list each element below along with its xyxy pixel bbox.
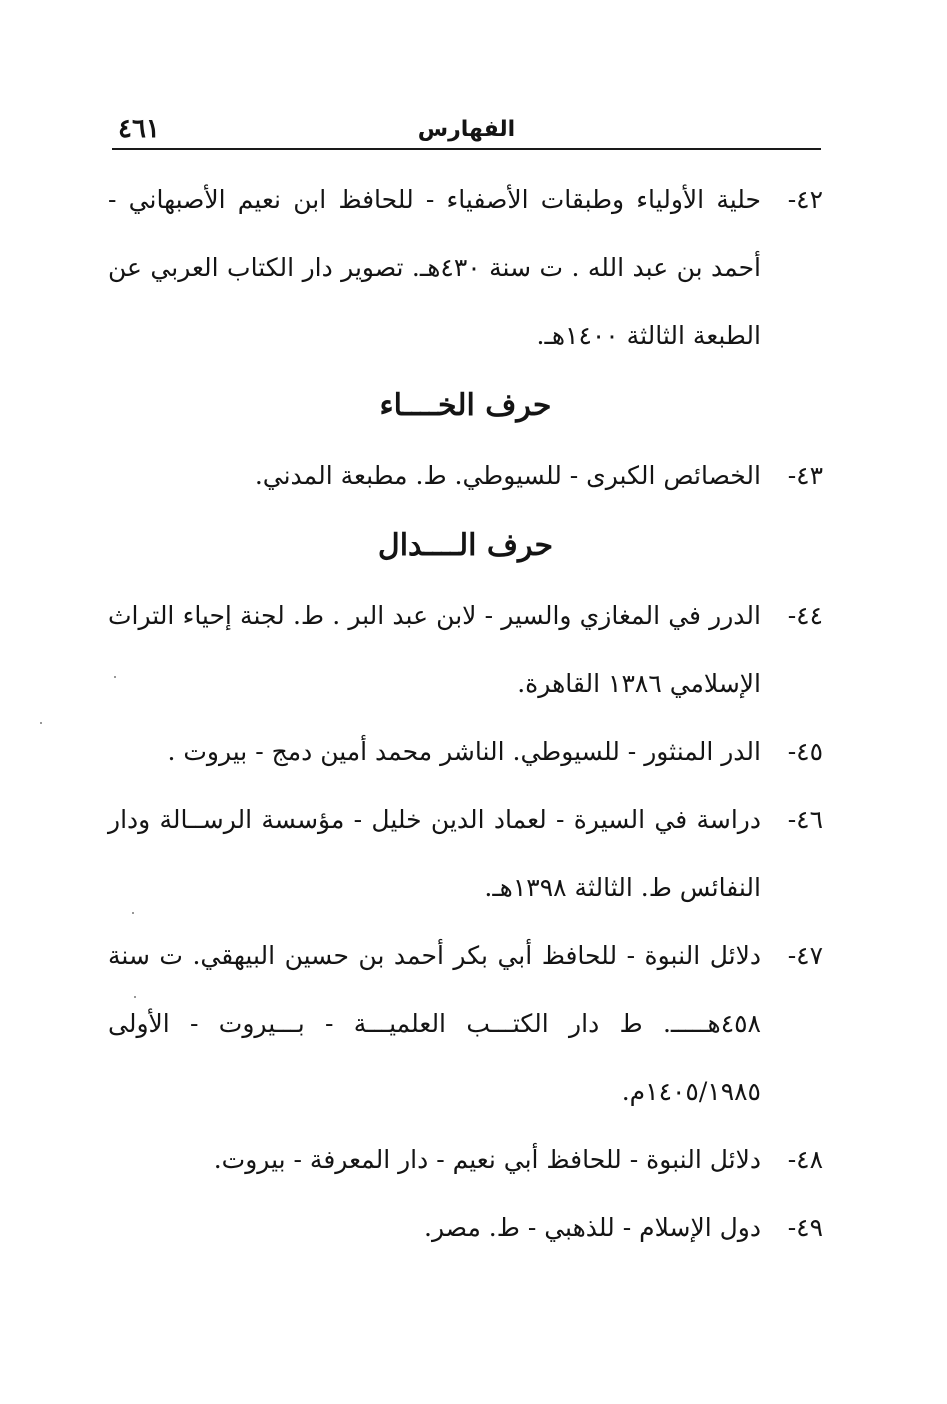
entry-number: ٤٨- <box>787 1145 823 1174</box>
scan-speck <box>114 676 116 678</box>
bibliography-entry-42 <box>108 166 823 370</box>
entry-text: الدر المنثور - للسيوطي. الناشر محمد أمين دمج - بيروت . <box>167 737 761 766</box>
entry-text: دول الإسلام - للذهبي - ط. مصر. <box>424 1213 761 1242</box>
scan-speck <box>132 912 134 914</box>
entry-text: حلية الأولياء وطبقات الأصفياء - للحافظ ابن نعيم الأصبهاني - أحمد بن عبد الله . ت سنة ٤٣٠هـ. تصوير دار الكتاب العربي عن الطبعة الثالثة ١٤٠٠هـ. <box>108 185 762 350</box>
entry-text: دلائل النبوة - للحافظ أبي نعيم - دار المعرفة - بيروت. <box>213 1145 761 1174</box>
bibliography-entry-48 <box>108 1126 823 1194</box>
scan-speck <box>40 722 42 724</box>
entry-number: ٤٩- <box>787 1213 823 1242</box>
entry-number: ٤٧- <box>787 941 823 970</box>
entry-number: ٤٥- <box>787 737 823 766</box>
page-header <box>112 114 821 150</box>
bibliography-entry-47 <box>108 922 823 1126</box>
entry-text: دلائل النبوة - للحافظ أبي بكر أحمد بن حسين البيهقي. ت سنة ٤٥٨هـــــ. ط دار الكتـــب العلميـــة - بـــيروت - الأولى ١٤٠٥/١٩٨٥م. <box>108 941 761 1106</box>
section-heading-khaa: حرف الخــــاء <box>379 388 552 423</box>
bibliography-entry-45 <box>108 718 823 786</box>
page-number: ٤٦١ <box>118 114 160 144</box>
entry-number: ٤٢- <box>787 185 823 214</box>
entry-text: الدرر في المغازي والسير - لابن عبد البر . ط. لجنة إحياء التراث الإسلامي ١٣٨٦ القاهرة. <box>108 601 761 698</box>
entry-number: ٤٣- <box>787 461 823 490</box>
section-heading-dal: حرف الــــدال <box>377 528 554 563</box>
bibliography-entry-46 <box>108 786 823 922</box>
bibliography-entry-44 <box>108 582 823 718</box>
entry-text: الخصائص الكبرى - للسيوطي. ط. مطبعة المدني. <box>254 461 761 490</box>
bibliography-entry-49 <box>108 1194 823 1262</box>
running-title: الفهارس <box>417 117 516 142</box>
entry-number: ٤٦- <box>787 805 823 834</box>
entry-number: ٤٤- <box>787 601 823 630</box>
entry-text: دراسة في السيرة - لعماد الدين خليل - مؤسسة الرســالة ودار النفائس ط. الثالثة ١٣٩٨هـ. <box>108 805 761 902</box>
scan-speck <box>134 996 136 998</box>
bibliography-entry-43 <box>108 442 823 510</box>
bibliography-list <box>108 166 823 1262</box>
